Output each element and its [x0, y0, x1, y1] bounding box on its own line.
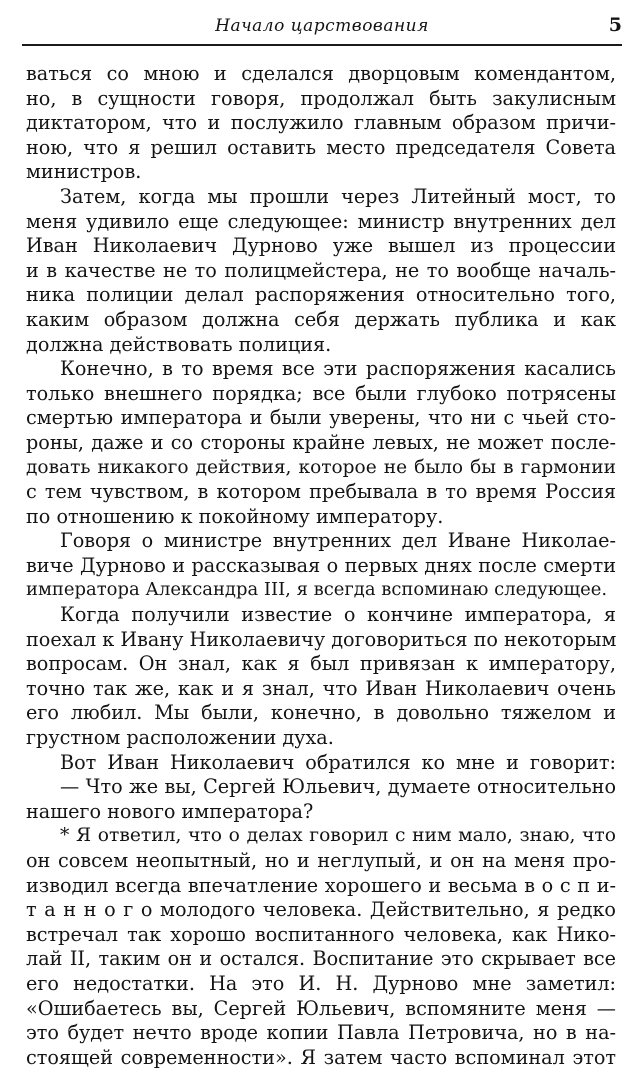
text-line: Вот Иван Николаевич обратился ко мне и говорит: — [60, 750, 616, 774]
text-line: министров. — [26, 160, 142, 184]
text-line: вопросам. Он знал, как я был привязан к императору, — [26, 652, 616, 676]
text-line: ною, что я решил оставить место председателя Совета — [26, 135, 616, 159]
text-line: Говоря о министре внутренних дел Иване Николае- — [60, 529, 616, 553]
text-line: т а н н о г о молодого человека. Действительно, я редко — [26, 898, 616, 922]
text-line: и в качестве не то полицмейстера, не то вообще началь- — [26, 258, 616, 282]
header-rule — [22, 44, 622, 46]
text-line: его любил. Мы были, конечно, в довольно тяжелом и — [26, 701, 616, 725]
text-line: — Что же вы, Сергей Юльевич, думаете относительно — [60, 775, 616, 799]
text-line: «Ошибаетесь вы, Сергей Юльевич, вспомяните меня — — [26, 996, 616, 1020]
text-line: диктатором, что и послужило главным образом причи- — [26, 111, 616, 135]
text-line: только внешнего порядка; все были глубоко потрясены — [26, 381, 616, 405]
body-text — [26, 62, 616, 1070]
text-line: Затем, когда мы прошли через Литейный мост, то — [60, 184, 616, 208]
page-number: 5 — [608, 14, 622, 36]
text-line: Когда получили известие о кончине императора, я — [60, 603, 616, 627]
text-line: императора Александра III, я всегда вспоминаю следующее. — [26, 579, 608, 601]
text-line: нашего нового императора? — [26, 799, 314, 823]
text-line: поехал к Ивану Николаевичу договориться по некоторым — [26, 627, 617, 651]
text-line: Конечно, в то время все эти распоряжения касались — [60, 357, 616, 381]
text-line: меня удивило еще следующее: министр внутренних дел — [26, 209, 616, 233]
text-line: стоящей современности». Я затем часто вспоминал этот — [26, 1045, 616, 1069]
text-line: по отношению к покойному императору. — [26, 504, 444, 528]
running-head — [22, 14, 622, 40]
text-line: Иван Николаевич Дурново уже вышел из процессии — [26, 234, 616, 258]
text-line: довать никакого действия, которое не было бы в гармонии — [26, 456, 616, 478]
text-line: изводил всегда впечатление хорошего и весьма в о с п и- — [26, 873, 616, 897]
text-line: должна действовать полиция. — [26, 332, 332, 356]
text-line: точно так же, как и я знал, что Иван Николаевич очень — [26, 676, 616, 700]
text-line: встречал так хорошо воспитанного человека, как Нико- — [26, 922, 616, 946]
text-line: * Я ответил, что о делах говорил с ним мало, знаю, что — [60, 825, 616, 847]
text-line: каким образом должна себя держать публика и как — [26, 307, 616, 331]
text-line: но, в сущности говоря, продолжал быть закулисным — [26, 86, 616, 110]
running-title: Начало царствования — [215, 16, 429, 36]
text-line: его недостатки. На это И. Н. Дурново мне заметил: — [26, 971, 616, 995]
text-line: он совсем неопытный, но и неглупый, и он на меня про- — [26, 849, 616, 872]
text-line: ника полиции делал распоряжения относительно того, — [26, 283, 616, 307]
text-line: лай II, таким он и остался. Воспитание это скрывает все — [26, 947, 616, 971]
text-line: грустном расположении духа. — [26, 726, 334, 750]
text-line: смертью императора и были уверены, что ни с чьей сто- — [26, 406, 616, 430]
text-line: виче Дурново и рассказывая о первых днях после смерти — [26, 553, 616, 577]
text-line: ваться со мною и сделался дворцовым комендантом, — [26, 62, 616, 85]
text-line: роны, даже и со стороны крайне левых, не может после- — [26, 430, 616, 454]
text-line: с тем чувством, в котором пребывала в то время Россия — [26, 480, 616, 504]
text-line: это будет нечто вроде копии Павла Петровича, но в на- — [26, 1021, 616, 1045]
